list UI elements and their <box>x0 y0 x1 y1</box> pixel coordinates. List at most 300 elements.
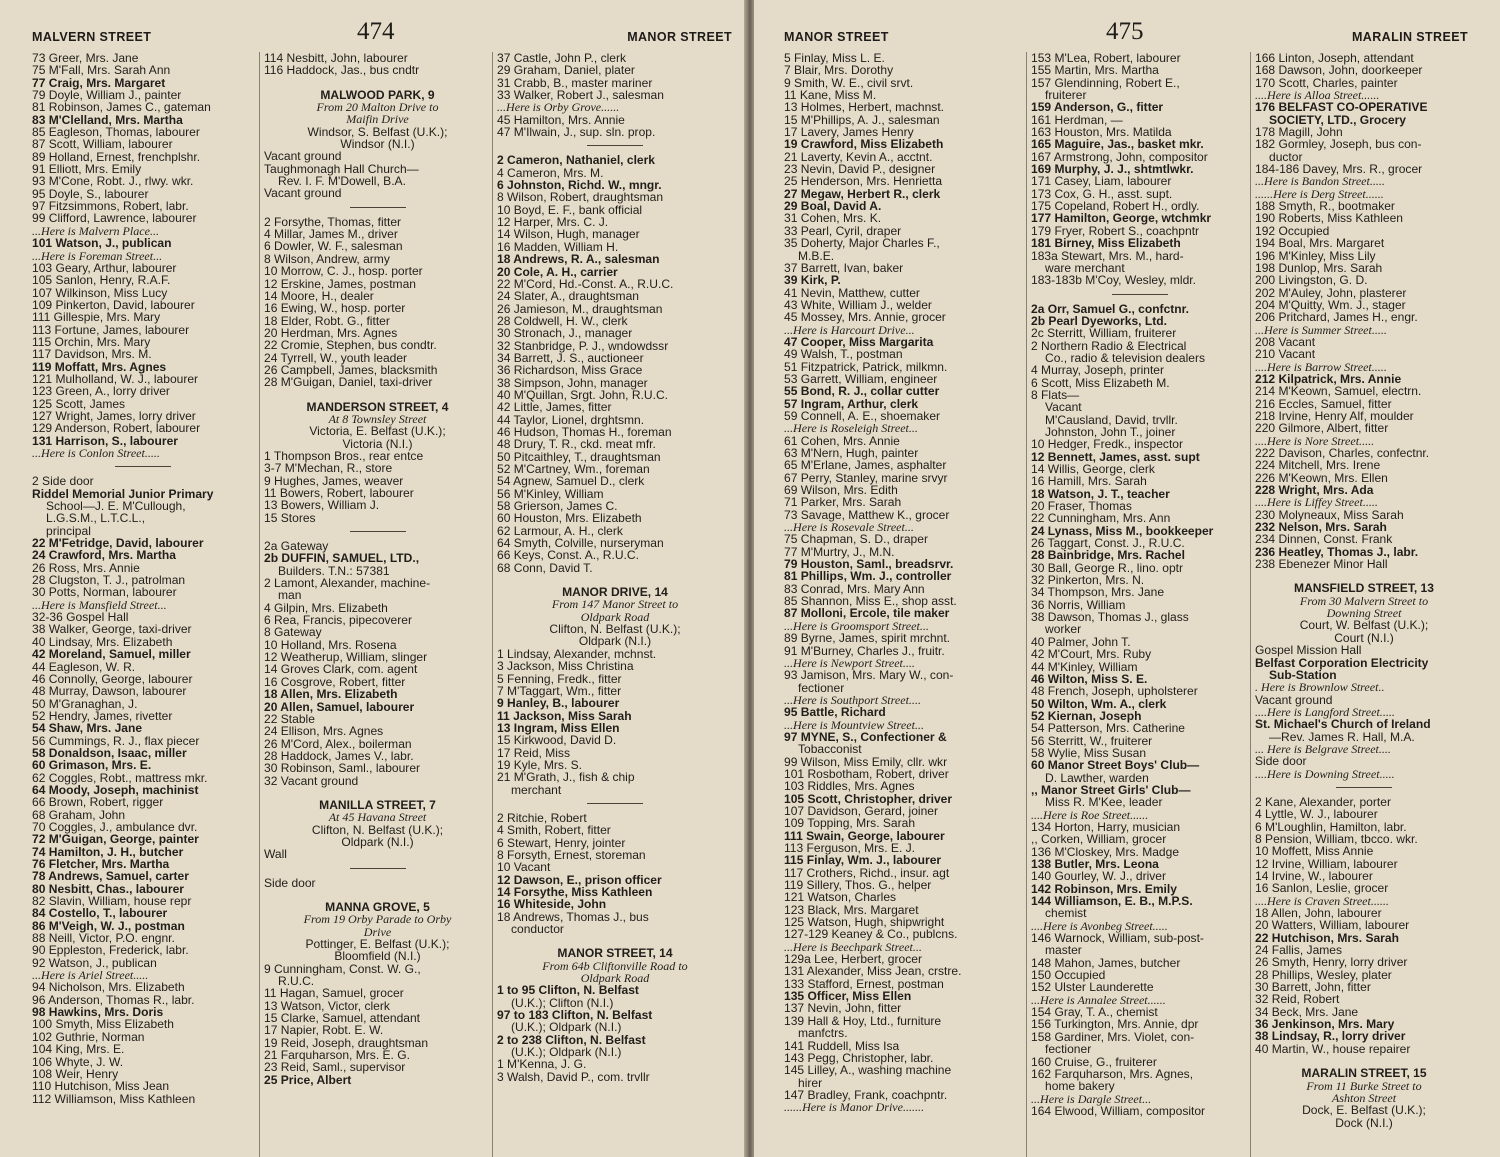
directory-entry: 64 Moody, Joseph, machinist <box>32 782 199 797</box>
directory-entry: 9 Cunningham, Const. W. G., <box>264 961 421 976</box>
directory-entry: 52 M'Cartney, Wm., foreman <box>497 462 650 476</box>
directory-entry: 47 M'Ilwain, J., sup. sln. prop. <box>497 125 656 140</box>
section-divider <box>1112 294 1168 295</box>
directory-entry: 20 Allen, Samuel, labourer <box>264 699 415 714</box>
directory-entry: 18 Allen, Mrs. Elizabeth <box>264 687 398 702</box>
page-header <box>0 20 746 54</box>
directory-entry: 44 M'Kinley, William <box>1031 659 1138 674</box>
cross-street-marker: Builders. T.N.: 57381 <box>278 563 390 578</box>
directory-entry: 169 Murphy, J. J., shtmtlwkr. <box>1031 162 1194 177</box>
directory-entry: 28 Haddock, James V., labr. <box>264 748 414 763</box>
directory-column <box>784 52 1020 1157</box>
directory-entry: 224 Mitchell, Mrs. Irene <box>1255 458 1381 473</box>
cross-street-marker: home bakery <box>1045 1079 1115 1094</box>
directory-entry: 39 Kirk, P. <box>784 273 841 288</box>
directory-entry: 146 Warnock, William, sub-post- <box>1031 931 1204 946</box>
cross-street-marker: ... Here is Belgrave Street.... <box>1255 741 1391 756</box>
directory-entry: 182 Gormley, Joseph, bus con- <box>1255 137 1422 152</box>
directory-entry: 18 Andrews, R. A., salesman <box>497 252 660 267</box>
cross-street-marker: fectioner <box>1045 1042 1092 1057</box>
directory-entry: 19 Reid, Joseph, draughtsman <box>264 1035 429 1050</box>
cross-street-marker: ...Here is Roseleigh Street... <box>784 421 918 436</box>
directory-entry: Riddel Memorial Junior Primary <box>32 486 214 501</box>
street-heading-detail: Court, W. Belfast (U.K.); <box>1299 618 1429 633</box>
directory-entry: 77 M'Murtry, J., M.N. <box>784 544 895 559</box>
cross-street-marker: ...Here is Mountview Street... <box>784 717 924 732</box>
header-street-right: MANOR STREET <box>627 30 732 44</box>
directory-entry: 238 Ebenezer Minor Hall <box>1255 557 1388 572</box>
directory-entry: 147 Bradley, Frank, coachpntr. <box>784 1087 948 1102</box>
directory-entry: 91 M'Burney, Charles J., fruitr. <box>784 643 945 658</box>
directory-entry: 163 Houston, Mrs. Matilda <box>1031 125 1172 140</box>
directory-entry: 13 Holmes, Herbert, machnst. <box>784 100 945 115</box>
directory-entry: 142 Robinson, Mrs. Emily <box>1031 881 1177 896</box>
directory-entry: 1 to 95 Clifton, N. Belfast <box>497 983 639 998</box>
directory-entry: 125 Scott, James <box>32 396 126 411</box>
directory-entry: 113 Ferguson, Mrs. E. J. <box>784 841 916 855</box>
directory-entry: 84 Costello, T., labourer <box>32 906 168 921</box>
directory-entry: 216 Eccles, Samuel, fitter <box>1255 396 1392 411</box>
directory-entry: 31 Cohen, Mrs. K. <box>784 211 882 226</box>
directory-entry: 51 Fitzpatrick, Patrick, milkmn. <box>784 359 948 374</box>
street-heading-detail: From 20 Malton Drive to <box>316 100 439 115</box>
directory-entry: 226 M'Keown, Mrs. Ellen <box>1255 470 1388 485</box>
directory-entry: 12 Dawson, E., prison officer <box>497 872 662 887</box>
directory-entry: 46 Connolly, George, labourer <box>32 671 193 686</box>
directory-entry: 22 Hutchison, Mrs. Sarah <box>1255 930 1399 945</box>
directory-entry: 16 Madden, William H. <box>497 239 619 254</box>
cross-street-marker: fectioner <box>798 680 845 695</box>
directory-entry: 4 Murray, Joseph, printer <box>1031 363 1165 378</box>
directory-entry: Taughmonagh Hall Church— <box>264 161 419 176</box>
directory-entry: 38 Lindsay, R., lorry driver <box>1255 1029 1406 1044</box>
section-divider <box>350 207 406 208</box>
directory-entry: 1 Thompson Bros., rear entce <box>264 448 424 463</box>
street-heading-detail: Maifin Drive <box>346 112 409 127</box>
directory-entry: 90 Eppleston, Frederick, labr. <box>32 943 189 958</box>
directory-entry: 10 Boyd, E. F., bank official <box>497 202 643 217</box>
directory-entry: 167 Armstrong, John, compositor <box>1031 149 1208 164</box>
directory-entry: 108 Weir, Henry <box>32 1066 119 1081</box>
directory-entry: 26 Jamieson, M., draughtsman <box>497 301 663 316</box>
directory-entry: 158 Gardiner, Mrs. Violet, con- <box>1031 1029 1195 1044</box>
section-divider <box>350 868 406 869</box>
cross-street-marker: Miss R. M'Kee, leader <box>1045 795 1163 810</box>
cross-street-marker: ...Here is Summer Street..... <box>1255 322 1387 337</box>
directory-entry: 69 Wilson, Mrs. Edith <box>784 483 898 498</box>
directory-entry: 2 Forsythe, Thomas, fitter <box>264 214 402 229</box>
directory-entry: 103 Geary, Arthur, labourer <box>32 260 177 275</box>
directory-entry: 58 Grierson, James C. <box>497 499 618 514</box>
directory-entry: 4 Cameron, Mrs. M. <box>497 165 604 180</box>
directory-entry: 206 Pritchard, James H., engr. <box>1255 310 1418 325</box>
cross-street-marker: ...Here is Mansfield Street... <box>32 597 167 612</box>
directory-entry: 117 Davidson, Mrs. M. <box>32 347 152 362</box>
directory-entry: 177 Hamilton, George, wtchmkr <box>1031 211 1212 226</box>
section-divider <box>587 803 643 804</box>
directory-entry: 91 Elliott, Mrs. Emily <box>32 162 142 177</box>
directory-entry: 89 Byrne, James, spirit mrchnt. <box>784 631 951 646</box>
directory-entry: 11 Kane, Miss M. <box>784 88 877 103</box>
directory-entry: 54 Shaw, Mrs. Jane <box>32 721 143 736</box>
directory-entry: 100 Smyth, Miss Elizabeth <box>32 1017 174 1032</box>
directory-entry: 136 M'Closkey, Mrs. Madge <box>1031 844 1180 859</box>
street-heading-detail: Oldpark (N.I.) <box>341 834 414 849</box>
directory-entry: 98 Hawkins, Mrs. Doris <box>32 1005 164 1020</box>
cross-street-marker: ...Here is Dargle Street... <box>1031 1091 1152 1106</box>
directory-entry: 50 M'Granaghan, J. <box>32 696 138 711</box>
directory-entry: 2 Lamont, Alexander, machine- <box>264 576 431 591</box>
directory-entry: 43 White, William J., welder <box>784 297 932 312</box>
directory-entry: 218 Irvine, Henry Alf, moulder <box>1255 408 1414 423</box>
directory-entry: 86 M'Veigh, W. J., postman <box>32 918 185 933</box>
directory-entry: 131 Alexander, Miss Jean, crstre. <box>784 964 962 979</box>
cross-street-marker: School—J. E. M'Cullough, <box>46 499 186 514</box>
directory-entry: 101 Watson, J., publican <box>32 236 172 251</box>
cross-street-marker: ductor <box>1269 149 1303 164</box>
directory-entry: 234 Dinnen, Const. Frank <box>1255 532 1393 547</box>
directory-entry: 22 M'Fetridge, David, labourer <box>32 536 204 551</box>
directory-entry: 44 Taylor, Lionel, drghtsmn. <box>497 412 645 427</box>
directory-entry: 19 Kyle, Mrs. S. <box>497 757 583 772</box>
directory-entry: 129a Lee, Herbert, grocer <box>784 952 922 967</box>
directory-entry: 94 Nicholson, Mrs. Elizabeth <box>32 980 185 995</box>
directory-entry: 22 M'Cord, Hd.-Const. A., R.U.C. <box>497 276 674 291</box>
directory-entry: 49 Walsh, T., postman <box>784 347 903 362</box>
cross-street-marker: ...Here is Malvern Place... <box>32 223 160 238</box>
directory-entry: 176 BELFAST CO-OPERATIVE <box>1255 100 1428 115</box>
cross-street-marker: L.G.S.M., L.T.C.L., <box>46 511 146 526</box>
directory-entry: 30 Ball, George R., lino. optr <box>1031 560 1184 575</box>
directory-entry: 83 Conrad, Mrs. Mary Ann <box>784 581 925 596</box>
directory-entry: 190 Roberts, Miss Kathleen <box>1255 211 1403 226</box>
cross-street-marker: fruiterer <box>1045 88 1087 103</box>
directory-entry: 200 Livingston, G. D. <box>1255 273 1368 288</box>
directory-entry: 75 M'Fall, Mrs. Sarah Ann <box>32 63 171 78</box>
street-heading-detail: From 19 Orby Parade to Orby <box>303 912 452 927</box>
directory-entry: 4 Smith, Robert, fitter <box>497 823 611 838</box>
directory-entry: 26 Campbell, James, blacksmith <box>264 362 438 377</box>
directory-entry: 102 Guthrie, Norman <box>32 1029 145 1044</box>
directory-entry: 171 Casey, Liam, labourer <box>1031 174 1172 189</box>
directory-entry: Vacant ground <box>264 149 342 164</box>
directory-entry: 134 Horton, Harry, musician <box>1031 819 1181 834</box>
street-heading-detail: Ashton Street <box>1331 1090 1397 1105</box>
cross-street-marker: (U.K.); Oldpark (N.I.) <box>511 1045 622 1060</box>
street-heading: MANILLA STREET, 7 <box>319 797 436 812</box>
directory-entry: 22 Cromie, Stephen, bus condtr. <box>264 338 437 353</box>
directory-entry: 34 Beck, Mrs. Jane <box>1255 1004 1359 1019</box>
directory-entry: 104 King, Mrs. E. <box>32 1042 125 1057</box>
cross-street-marker: ...Here is Rosevale Street... <box>784 520 914 535</box>
cross-street-marker: ...Here is Harcourt Drive... <box>784 322 915 337</box>
directory-entry: 62 Larmour, A. H., clerk <box>497 523 623 538</box>
directory-entry: 66 Brown, Robert, rigger <box>32 795 164 810</box>
directory-entry: 88 Neill, Victor, P.O. engnr. <box>32 931 175 946</box>
directory-entry: Side door <box>264 875 316 890</box>
directory-entry: 40 Lindsay, Mrs. Elizabeth <box>32 634 173 649</box>
directory-entry: Belfast Corporation Electricity <box>1255 655 1429 670</box>
directory-entry: 159 Anderson, G., fitter <box>1031 100 1164 115</box>
directory-entry: 16 Sanlon, Leslie, grocer <box>1255 881 1389 896</box>
directory-entry: 85 Eagleson, Thomas, labourer <box>32 125 200 140</box>
cross-street-marker: ...Here is Foreman Street... <box>32 248 163 263</box>
directory-entry: 38 Simpson, John, manager <box>497 375 648 390</box>
directory-entry: 5 Fenning, Fredk., fitter <box>497 671 622 686</box>
directory-entry: 9 Hanley, B., labourer <box>497 696 620 711</box>
directory-entry: 27 Megaw, Herbert R., clerk <box>784 186 941 201</box>
cross-street-marker: ....Here is Barrow Street..... <box>1255 359 1387 374</box>
directory-entry: 85 Shannon, Miss E., shop asst. <box>784 594 957 609</box>
directory-entry: 79 Houston, Saml., breadsrvr. <box>784 557 954 572</box>
directory-entry: 192 Occupied <box>1255 223 1330 238</box>
directory-entry: 41 Nevin, Matthew, cutter <box>784 285 920 300</box>
directory-entry: 112 Williamson, Miss Kathleen <box>32 1091 196 1106</box>
cross-street-marker: R.U.C. <box>278 974 315 989</box>
cross-street-marker: ......Here is Derg Street...... <box>1255 186 1384 201</box>
street-heading-detail: Downing Street <box>1326 606 1402 621</box>
directory-entry: 15 Stores <box>264 510 316 525</box>
directory-entry: Wall <box>264 847 287 862</box>
directory-entry: 73 Savage, Matthew K., grocer <box>784 507 950 522</box>
directory-entry: 25 Price, Albert <box>264 1072 352 1087</box>
directory-entry: 93 Jamison, Mrs. Mary W., con- <box>784 668 954 683</box>
directory-entry: 10 Hedger, Fredk., inspector <box>1031 437 1184 452</box>
directory-entry: 20 Watters, William, labourer <box>1255 918 1410 933</box>
directory-entry: 20 Herdman, Mrs. Agnes <box>264 325 398 340</box>
directory-entry: 14 Groves Clark, com. agent <box>264 662 418 677</box>
directory-entry: 21 Farquharson, Mrs. E. G. <box>264 1048 410 1063</box>
directory-entry: 208 Vacant <box>1255 334 1316 349</box>
directory-column <box>259 52 491 1157</box>
directory-entry: 7 M'Taggart, Wm., fitter <box>497 683 622 698</box>
street-heading-detail: Dock (N.I.) <box>1335 1115 1393 1130</box>
directory-entry: 4 Gilpin, Mrs. Elizabeth <box>264 600 388 615</box>
directory-entry: 138 Butler, Mrs. Leona <box>1031 857 1159 871</box>
directory-entry: 67 Perry, Stanley, marine srvyr <box>784 470 948 485</box>
street-heading: MANNA GROVE, 5 <box>325 899 430 914</box>
directory-entry: 105 Sanlon, Henry, R.A.F. <box>32 273 171 288</box>
directory-entry: 127 Wright, James, lorry driver <box>32 408 196 423</box>
directory-entry: 95 Doyle, S., labourer <box>32 186 149 201</box>
directory-entry: 196 M'Kinley, Miss Lily <box>1255 248 1376 263</box>
cross-street-marker: (U.K.); Clifton (N.I.) <box>511 995 614 1010</box>
directory-entry: 125 Watson, Hugh, shipwright <box>784 915 945 930</box>
directory-entry: 81 Phillips, Wm. J., controller <box>784 569 952 584</box>
directory-entry: 181 Birney, Miss Elizabeth <box>1031 236 1181 251</box>
directory-entry: 175 Copeland, Robert H., ordly. <box>1031 199 1200 214</box>
directory-entry: 115 Orchin, Mrs. Mary <box>32 334 151 349</box>
directory-entry: 34 Thompson, Mrs. Jane <box>1031 585 1165 600</box>
directory-entry: 26 M'Cord, Alex., boilerman <box>264 736 412 751</box>
directory-entry: 2c Sterritt, William, fruiterer <box>1031 326 1177 341</box>
page-number: 474 <box>357 18 395 45</box>
directory-entry: 129 Anderson, Robert, labourer <box>32 421 201 436</box>
directory-entry: 11 Hagan, Samuel, grocer <box>264 986 404 1001</box>
directory-entry: 61 Cohen, Mrs. Annie <box>784 433 900 448</box>
directory-entry: 74 Hamilton, J. H., butcher <box>32 844 184 859</box>
directory-entry: Vacant ground <box>1255 692 1333 707</box>
directory-entry: 28 M'Guigan, Daniel, taxi-driver <box>264 375 433 390</box>
directory-entry: 179 Fryer, Robert S., coachpntr <box>1031 223 1200 238</box>
directory-entry: 133 Stafford, Ernest, postman <box>784 976 944 991</box>
directory-entry: 9 Smith, W. E., civil srvt. <box>784 75 914 90</box>
directory-entry: 22 Stable <box>264 711 315 726</box>
directory-entry: 56 M'Kinley, William <box>497 486 604 501</box>
directory-entry: 26 Ross, Mrs. Annie <box>32 560 140 575</box>
directory-entry: 36 Jenkinson, Mrs. Mary <box>1255 1017 1395 1032</box>
directory-entry: 76 Fletcher, Mrs. Martha <box>32 857 170 871</box>
directory-entry: 59 Connell, A. E., shoemaker <box>784 408 941 423</box>
cross-street-marker: ......Here is Manor Drive....... <box>784 1100 925 1115</box>
directory-entry: 16 Whiteside, John <box>497 897 607 912</box>
directory-entry: 16 Ewing, W., hosp. porter <box>264 301 406 316</box>
directory-entry: 58 Donaldson, Isaac, miller <box>32 745 187 760</box>
cross-street-marker: ...Here is Annalee Street...... <box>1031 992 1166 1007</box>
directory-entry: 145 Lilley, A., washing machine <box>784 1063 952 1078</box>
cross-street-marker: worker <box>1045 622 1082 637</box>
street-heading-detail: At 45 Havana Street <box>328 810 427 825</box>
directory-entry: 1 M'Kenna, J. G. <box>497 1057 587 1072</box>
directory-entry: 212 Kilpatrick, Mrs. Annie <box>1255 371 1402 386</box>
directory-entry: 17 Reid, Miss <box>497 745 570 760</box>
street-heading-detail: At 8 Townsley Street <box>328 411 427 426</box>
directory-entry: 68 Conn, David T. <box>497 560 593 575</box>
directory-entry: St. Michael's Church of Ireland <box>1255 717 1431 732</box>
directory-entry: 8 Forsyth, Ernest, storeman <box>497 847 646 862</box>
directory-entry: 178 Magill, John <box>1255 125 1343 140</box>
directory-entry: 2 Cameron, Nathaniel, clerk <box>497 153 656 168</box>
street-heading-detail: From 147 Manor Street to <box>551 597 679 612</box>
directory-entry: 97 to 183 Clifton, N. Belfast <box>497 1008 653 1023</box>
directory-entry: 24 Slater, A., draughtsman <box>497 289 639 304</box>
directory-entry: 32-36 Gospel Hall <box>32 610 129 625</box>
directory-entry: 232 Nelson, Mrs. Sarah <box>1255 520 1387 535</box>
directory-entry: 8 Pension, William, tbcco. wkr. <box>1255 831 1418 846</box>
directory-entry: 123 Black, Mrs. Margaret <box>784 902 919 917</box>
directory-entry: 32 Pinkerton, Mrs. N. <box>1031 573 1145 588</box>
street-heading: MARALIN STREET, 15 <box>1301 1066 1427 1081</box>
directory-entry: 83 M'Clelland, Mrs. Martha <box>32 112 183 127</box>
directory-entry: 18 Watson, J. T., teacher <box>1031 486 1170 501</box>
directory-entry: 121 Mulholland, W. J., labourer <box>32 371 199 386</box>
directory-entry: 14 Wilson, Hugh, manager <box>497 227 640 242</box>
directory-entry: 60 Manor Street Boys' Club— <box>1031 758 1200 773</box>
cross-street-marker: ...Here is Bandon Street..... <box>1255 174 1385 189</box>
cross-street-marker: Co., radio & television dealers <box>1045 350 1206 365</box>
directory-entry: 6 Scott, Miss Elizabeth M. <box>1031 375 1170 390</box>
directory-entry: 210 Vacant <box>1255 347 1316 362</box>
directory-entry: 115 Finlay, Wm. J., labourer <box>784 853 942 868</box>
directory-entry: 64 Smyth, Colville, nurseryman <box>497 536 664 551</box>
directory-entry: 13 Bowers, William J. <box>264 498 380 513</box>
directory-entry: 230 Molyneaux, Miss Sarah <box>1255 507 1404 522</box>
directory-entry: 97 Fitzsimmons, Robert, labr. <box>32 199 189 214</box>
directory-entry: 46 Wilton, Miss S. E. <box>1031 671 1148 686</box>
cross-street-marker: ....Here is Craven Street...... <box>1255 893 1389 908</box>
directory-entry: 12 Erskine, James, postman <box>264 276 416 291</box>
directory-entry: 89 Holland, Ernest, frenchplshr. <box>32 149 201 164</box>
directory-entry: 28 Bainbridge, Mrs. Rachel <box>1031 548 1185 563</box>
directory-entry: 23 Reid, Saml., supervisor <box>264 1060 406 1075</box>
spacer <box>264 77 491 89</box>
directory-entry: 54 Patterson, Mrs. Catherine <box>1031 721 1186 736</box>
cross-street-marker: Johnston, John T., joiner <box>1045 424 1176 439</box>
directory-entry: 48 French, Joseph, upholsterer <box>1031 684 1198 699</box>
directory-column <box>1250 52 1473 1157</box>
street-heading-detail: Oldpark Road <box>580 609 650 624</box>
directory-entry: 222 Davison, Charles, confectnr. <box>1255 446 1430 460</box>
directory-entry: 42 Moreland, Samuel, miller <box>32 647 191 662</box>
directory-entry: 15 Kirkwood, David D. <box>497 733 617 748</box>
cross-street-marker: ...Here is Beechpark Street... <box>784 939 922 954</box>
directory-entry: 82 Slavin, William, house repr <box>32 894 192 909</box>
directory-entry: 58 Wylie, Miss Susan <box>1031 745 1147 760</box>
directory-entry: 150 Occupied <box>1031 968 1106 983</box>
directory-entry: 3 Jackson, Miss Christina <box>497 659 634 674</box>
street-heading-detail: Oldpark (N.I.) <box>578 634 652 649</box>
directory-entry: 116 Haddock, Jas., bus cndtr <box>264 63 420 78</box>
directory-entry: 10 Morrow, C. J., hosp. porter <box>264 264 423 279</box>
left-page <box>0 0 746 1157</box>
section-divider <box>115 466 171 467</box>
cross-street-marker: man <box>278 588 302 603</box>
directory-entry: ,, Manor Street Girls' Club— <box>1031 782 1191 797</box>
directory-entry: 144 Williamson, E. B., M.P.S. <box>1031 894 1193 909</box>
directory-entry: 81 Robinson, James C., gateman <box>32 100 211 115</box>
directory-entry: 16 Hamill, Mrs. Sarah <box>1031 474 1147 489</box>
street-heading-detail: Windsor, S. Belfast (U.K.); <box>307 124 448 139</box>
directory-entry: 183a Stewart, Mrs. M., hard- <box>1031 248 1184 263</box>
directory-entry: 30 Robinson, Saml., labourer <box>264 761 421 776</box>
directory-entry: 53 Garrett, William, engineer <box>784 371 938 386</box>
directory-entry: 47 Cooper, Miss Margarita <box>784 334 934 349</box>
directory-entry: 113 Fortune, James, labourer <box>32 322 190 337</box>
section-divider <box>587 145 643 146</box>
directory-entry: 28 Coldwell, H. W., clerk <box>497 313 628 328</box>
directory-entry: 18 Allen, John, labourer <box>1255 906 1382 921</box>
directory-entry: 160 Cruise, G., fruiterer <box>1031 1054 1157 1069</box>
directory-column <box>492 52 733 1157</box>
directory-entry: 188 Smyth, R., bootmaker <box>1255 199 1395 214</box>
cross-street-marker: Tobacconist <box>798 742 862 757</box>
cross-street-marker: —Rev. James R. Hall, M.A. <box>1269 729 1415 744</box>
street-heading-detail: Dock, E. Belfast (U.K.); <box>1302 1103 1426 1118</box>
directory-entry: 11 Bowers, Robert, labourer <box>264 486 414 500</box>
directory-entry: 30 Barrett, John, fitter <box>1255 980 1371 995</box>
directory-entry: 24 Tyrrell, W., youth leader <box>264 350 408 365</box>
directory-entry: 173 Cox, G. H., asst. supt. <box>1031 186 1173 201</box>
directory-entry: ,, Corken, William, grocer <box>1031 832 1167 847</box>
directory-entry: 36 Norris, William <box>1031 597 1126 612</box>
street-heading-detail: Windsor (N.I.) <box>340 137 415 152</box>
directory-entry: 63 M'Nern, Hugh, painter <box>784 446 919 460</box>
cross-street-marker: SOCIETY, LTD., Grocery <box>1269 112 1407 127</box>
directory-entry: 1 Lindsay, Alexander, mchnst. <box>497 646 657 661</box>
directory-entry: 5 Finlay, Miss L. E. <box>784 52 885 65</box>
street-heading: MANOR STREET, 14 <box>557 946 673 961</box>
directory-entry: 109 Pinkerton, David, labourer <box>32 297 195 312</box>
directory-entry: 3-7 M'Mechan, R., store <box>264 461 393 476</box>
directory-entry: 30 Potts, Norman, labourer <box>32 585 177 600</box>
directory-entry: 111 Gillespie, Mrs. Mary <box>32 310 161 325</box>
directory-entry: 111 Swain, George, labourer <box>784 828 945 843</box>
directory-entry: 15 M'Phillips, A. J., salesman <box>784 112 940 127</box>
directory-entry: 10 Moffett, Miss Annie <box>1255 844 1374 859</box>
cross-street-marker: chemist <box>1045 906 1087 921</box>
street-heading: MANOR DRIVE, 14 <box>562 585 668 600</box>
cross-street-marker: ....Here is Liffey Street..... <box>1255 495 1378 510</box>
